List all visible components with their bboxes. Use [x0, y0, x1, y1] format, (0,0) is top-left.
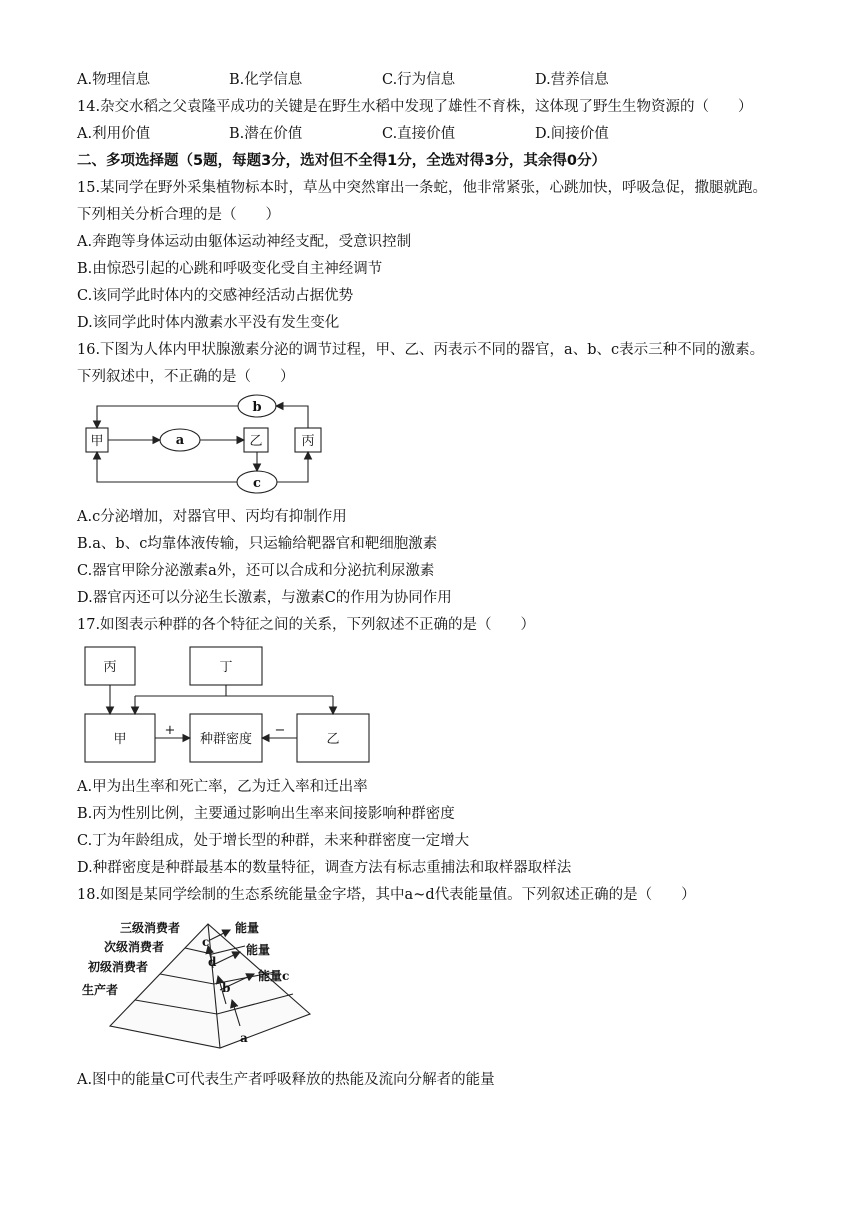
hormone-b-label: b — [252, 400, 262, 415]
q14-option-c: C.直接价值 — [382, 126, 456, 142]
level-producer-label: 生产者 — [82, 983, 119, 997]
q15-stem-line2: 下列相关分析合理的是（ ） — [77, 207, 280, 223]
q18-option-a: A.图中的能量C可代表生产者呼吸释放的热能及流向分解者的能量 — [77, 1072, 495, 1088]
q16-option-a: A.c分泌增加，对器官甲、丙均有抑制作用 — [77, 509, 347, 525]
energy-c-label: 能量c — [258, 969, 290, 983]
q15-option-a: A.奔跑等身体运动由躯体运动神经支配，受意识控制 — [77, 234, 412, 250]
q17-option-c: C.丁为年龄组成，处于增长型的种群，未来种群密度一定增大 — [77, 833, 470, 849]
plus-sign: + — [164, 723, 176, 738]
energy-label-2: 能量 — [246, 943, 271, 957]
q16-option-c: C.器官甲除分泌激素a外，还可以合成和分泌抗利尿激素 — [77, 563, 435, 579]
label-d: d — [208, 955, 217, 969]
q14-options — [77, 124, 777, 144]
energy-label-1: 能量 — [235, 921, 260, 935]
density-label: 种群密度 — [199, 732, 253, 747]
q17-option-d: D.种群密度是种群最基本的数量特征，调查方法有标志重捕法和取样器取样法 — [77, 860, 572, 876]
level-tertiary-label: 三级消费者 — [120, 921, 181, 935]
organ-yi-label: 乙 — [249, 434, 263, 449]
yi-label: 乙 — [326, 732, 340, 747]
q14-option-a: A.利用价值 — [77, 126, 151, 142]
energy-pyramid-diagram — [80, 908, 340, 1058]
minus-sign: − — [274, 723, 286, 738]
section-heading: 二、多项选择题（5题，每题3分，选对但不全得1分，全选对得3分，其余得0分） — [77, 153, 606, 169]
bing-label: 丙 — [103, 660, 117, 675]
ding-label: 丁 — [219, 660, 233, 675]
organ-jia-label: 甲 — [90, 434, 104, 449]
level-secondary-label: 次级消费者 — [104, 940, 165, 954]
q17-option-b: B.丙为性别比例，主要通过影响出生率来间接影响种群密度 — [77, 806, 455, 822]
q13-options — [77, 70, 777, 90]
jia-label: 甲 — [113, 732, 127, 747]
q15-stem-line1: 15.某同学在野外采集植物标本时，草丛中突然窜出一条蛇，他非常紧张，心跳加快，呼吸急促，撒腿就跑。 — [77, 180, 768, 196]
q15-option-b: B.由惊恐引起的心跳和呼吸变化受自主神经调节 — [77, 261, 383, 277]
organ-bing-label: 丙 — [301, 434, 315, 449]
label-c: c — [202, 935, 210, 949]
label-b: b — [222, 981, 231, 995]
q17-option-a: A.甲为出生率和死亡率，乙为迁入率和迁出率 — [77, 779, 368, 795]
q15-option-d: D.该同学此时体内激素水平没有发生变化 — [77, 315, 340, 331]
q16-stem-line2: 下列叙述中，不正确的是（ ） — [77, 369, 295, 385]
q13-option-c: C.行为信息 — [382, 72, 456, 88]
thyroid-regulation-diagram — [80, 388, 340, 498]
q14-stem: 14.杂交水稻之父袁隆平成功的关键是在野生水稻中发现了雄性不育株，这体现了野生生物资源的（ ） — [77, 99, 753, 115]
q16-option-b: B.a、b、c均靠体液传输，只运输给靶器官和靶细胞激素 — [77, 536, 438, 552]
q18-stem: 18.如图是某同学绘制的生态系统能量金字塔，其中a~d代表能量值。下列叙述正确的是（ ） — [77, 887, 696, 903]
label-a: a — [240, 1031, 248, 1045]
q13-option-d: D.营养信息 — [535, 72, 609, 88]
hormone-c-label: c — [253, 476, 261, 491]
q16-stem-line1: 16.下图为人体内甲状腺激素分泌的调节过程，甲、乙、丙表示不同的器官，a、b、c表示三种不同的激素。 — [77, 342, 765, 358]
q13-option-b: B.化学信息 — [229, 72, 303, 88]
q13-option-a: A.物理信息 — [77, 72, 151, 88]
level-primary-label: 初级消费者 — [88, 960, 149, 974]
population-features-diagram — [80, 642, 410, 767]
q15-option-c: C.该同学此时体内的交感神经活动占据优势 — [77, 288, 354, 304]
hormone-a-label: a — [175, 433, 185, 448]
q16-option-d: D.器官丙还可以分泌生长激素，与激素C的作用为协同作用 — [77, 590, 452, 606]
q14-option-d: D.间接价值 — [535, 126, 609, 142]
q17-stem: 17.如图表示种群的各个特征之间的关系，下列叙述不正确的是（ ） — [77, 617, 536, 633]
q14-option-b: B.潜在价值 — [229, 126, 303, 142]
